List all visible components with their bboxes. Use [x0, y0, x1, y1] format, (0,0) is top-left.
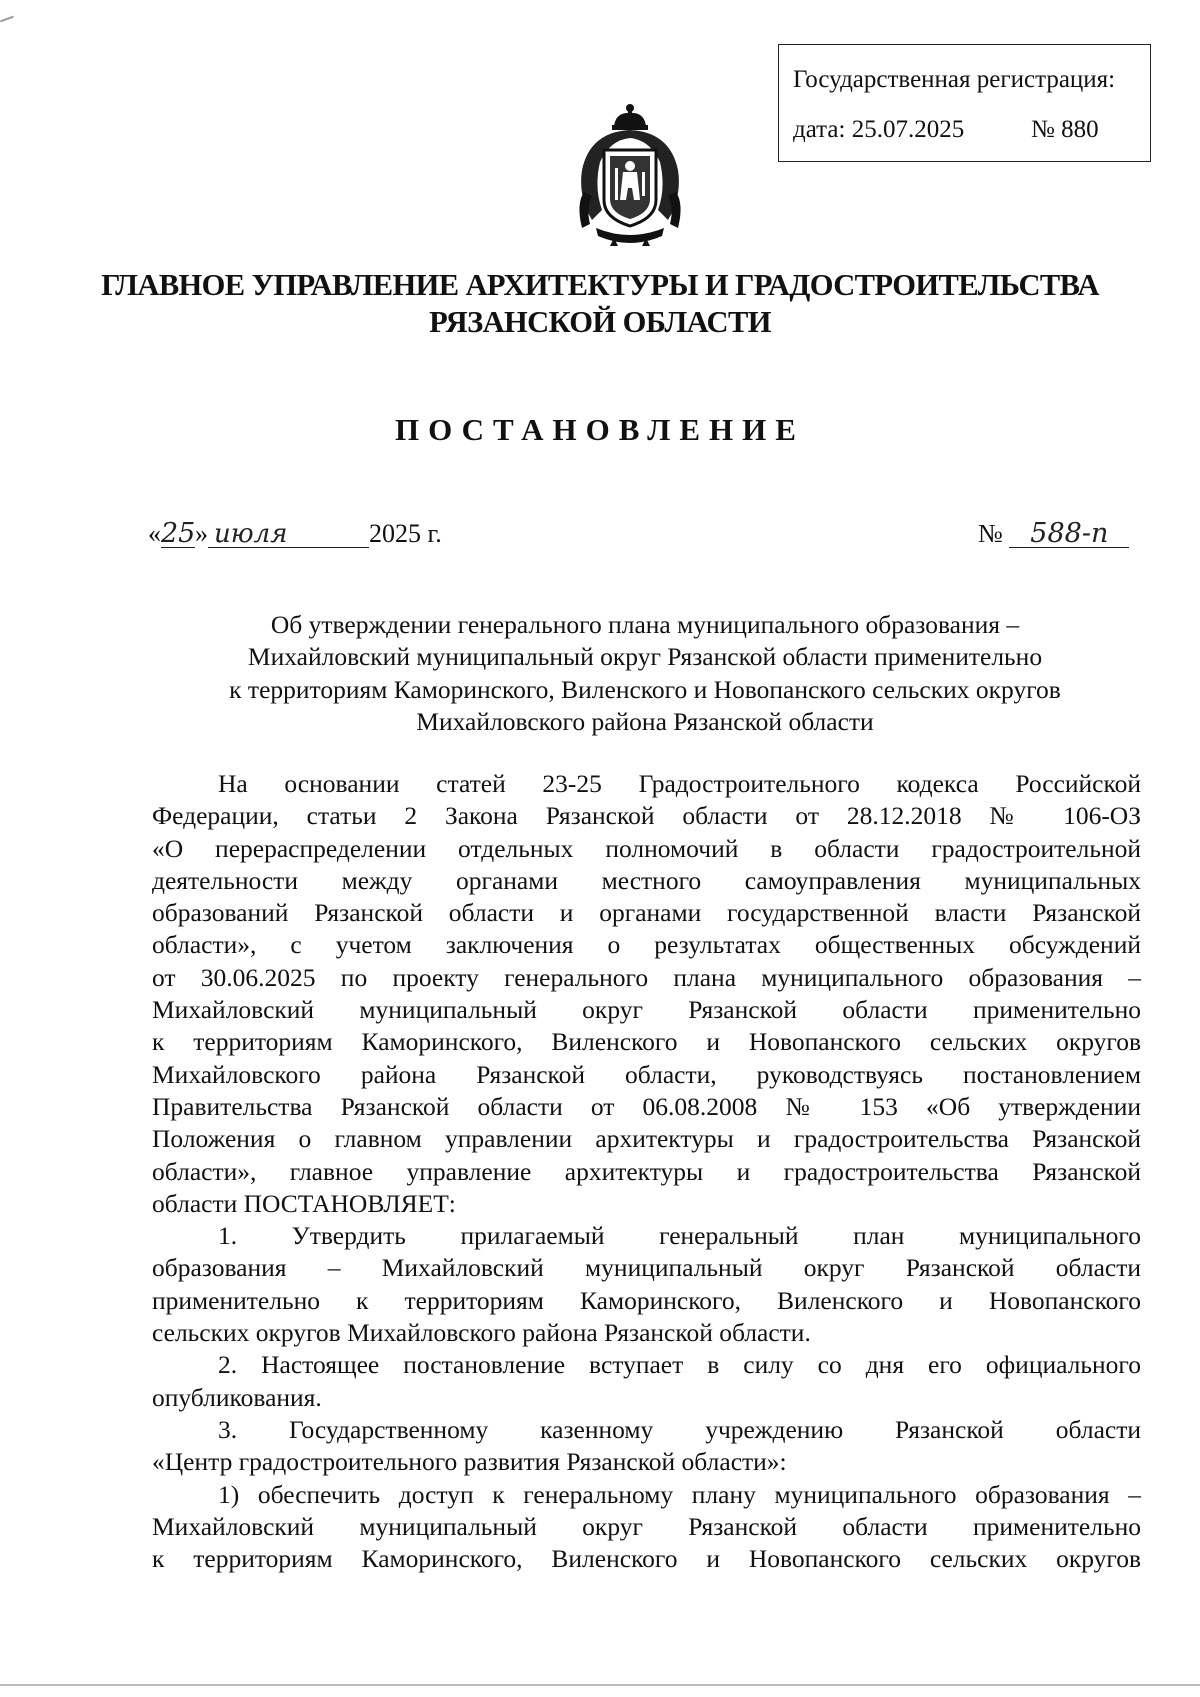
body-line: Федерации, статьи 2 Закона Рязанской области от 28.12.2018 № 106-ОЗ [152, 801, 1141, 831]
registration-date: дата: 25.07.2025 [793, 116, 965, 143]
body-line: области», главное управление архитектуры и градостроительства Рязанской [152, 1156, 1141, 1186]
number-handwritten: 588-п [1009, 520, 1129, 548]
title-line: Михайловский муниципальный округ Рязанской области применительно [247, 642, 1043, 672]
date-day-handwritten: 25 [161, 518, 196, 549]
coat-of-arms-icon [570, 100, 690, 250]
date-close-quote: » [195, 519, 208, 548]
body-line: 1. Утвердить прилагаемый генеральный план муниципального [218, 1221, 1141, 1251]
scan-corner-mark [0, 16, 14, 23]
body-line: области ПОСТАНОВЛЯЕТ: [152, 1188, 456, 1218]
organization-name-line-1: ГЛАВНОЕ УПРАВЛЕНИЕ АРХИТЕКТУРЫ И ГРАДОСТРОИТЕЛЬСТВА [101, 268, 1099, 302]
body-line: 3. Государственному казенному учреждению Рязанской области [218, 1414, 1141, 1444]
body-line: Михайловский муниципальный округ Рязанской области применительно [152, 995, 1141, 1025]
body-line: образования – Михайловский муниципальный округ Рязанской области [152, 1253, 1141, 1283]
body-line: Положения о главном управлении архитектуры и градостроительства Рязанской [152, 1124, 1141, 1154]
registration-stamp [778, 44, 1151, 162]
body-line: «О перераспределении отдельных полномочий в области градостроительной [152, 833, 1141, 863]
body-line: применительно к территориям Каморинского, Виленского и Новопанского [152, 1285, 1141, 1315]
title-line: Об утверждении генерального плана муниципального образования – [270, 610, 1020, 639]
date-year: 2025 г. [369, 519, 442, 548]
scan-bottom-edge [0, 1684, 1200, 1686]
document-title [150, 609, 1140, 738]
body-line: от 30.06.2025 по проекту генерального плана муниципального образования – [152, 962, 1141, 992]
document-date [148, 520, 442, 548]
organization-name-line-2: РЯЗАНСКОЙ ОБЛАСТИ [429, 305, 771, 339]
body-line: Михайловский муниципальный округ Рязанской области применительно [152, 1511, 1141, 1541]
date-open-quote: « [148, 519, 161, 548]
body-line: 2. Настоящее постановление вступает в силу со дня его официального [218, 1350, 1141, 1380]
body-line: Михайловского района Рязанской области, руководствуясь постановлением [152, 1059, 1141, 1089]
title-line: Михайловского района Рязанской области [416, 706, 874, 736]
body-line: к территориям Каморинского, Виленского и Новопанского сельских округов [152, 1027, 1141, 1057]
document-body [152, 768, 1141, 1575]
document-number [978, 520, 1129, 548]
registration-title: Государственная регистрация: [793, 66, 1116, 93]
body-line: образований Рязанской области и органами государственной власти Рязанской [152, 898, 1141, 928]
title-line: к территориям Каморинского, Виленского и Новопанского сельских округов [229, 674, 1061, 704]
body-line: к территориям Каморинского, Виленского и Новопанского сельских округов [152, 1544, 1141, 1574]
registration-number: № 880 [1031, 116, 1099, 143]
document-type-heading: ПОСТАНОВЛЕНИЕ [395, 412, 805, 447]
body-line: 1) обеспечить доступ к генеральному плану муниципального образования – [218, 1479, 1141, 1509]
body-line: области», с учетом заключения о результатах общественных обсуждений [152, 930, 1141, 960]
body-line: опубликования. [152, 1382, 322, 1412]
date-month-handwritten: июля [208, 521, 369, 548]
body-line: Правительства Рязанской области от 06.08.2008 № 153 «Об утверждении [152, 1091, 1141, 1121]
body-line: На основании статей 23-25 Градостроительного кодекса Российской [218, 769, 1141, 798]
number-prefix: № [978, 519, 1003, 548]
body-line: «Центр градостроительного развития Рязанской области»: [152, 1447, 787, 1477]
body-line: сельских округов Михайловского района Рязанской области. [152, 1318, 811, 1348]
body-line: деятельности между органами местного самоуправления муниципальных [152, 865, 1141, 895]
